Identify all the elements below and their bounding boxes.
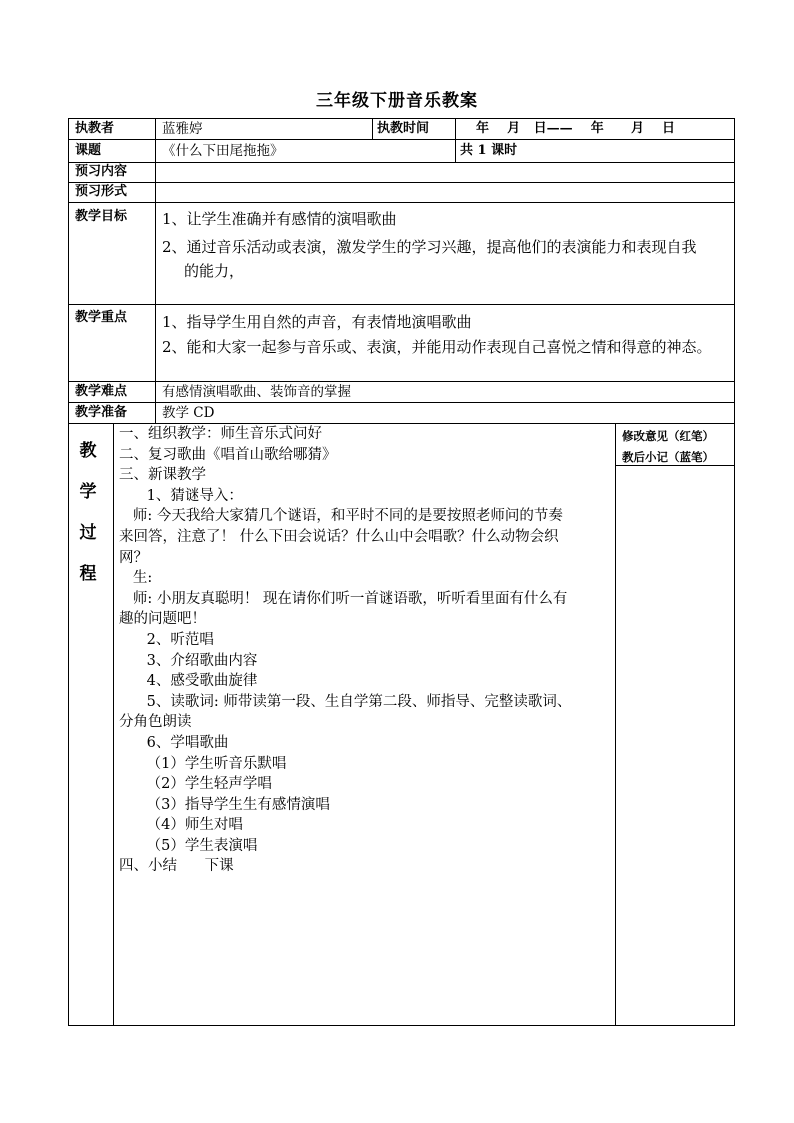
difficulty-label: 教学难点: [75, 384, 128, 399]
column-divider: [615, 423, 616, 1026]
key-point-label: 教学重点: [75, 310, 128, 325]
difficulty-value: 有感情演唱歌曲、装饰音的掌握: [162, 384, 351, 400]
row-divider: [68, 182, 735, 183]
column-divider: [372, 118, 373, 139]
process-line: 一、组织教学：师生音乐式问好: [119, 426, 322, 442]
process-line: 2、听范唱: [119, 631, 214, 648]
column-divider: [113, 423, 114, 1026]
teaching-goal-2: 2、通过音乐活动或表演，激发学生的学习兴趣，提高他们的表演能力和表现自我: [162, 238, 697, 256]
period-value: 共 1 课时: [460, 143, 518, 158]
process-line: 分角色朗读: [119, 714, 192, 731]
process-label-char: 过: [79, 523, 97, 543]
process-line: 师: 今天我给大家猜几个谜语，和平时不同的是要按照老师问的节奏: [119, 508, 563, 525]
teaching-goal-1: 1、让学生准确并有感情的演唱歌曲: [162, 210, 397, 228]
process-line: 二、复习歌曲《唱首山歌给哪猜》: [119, 446, 337, 463]
process-label-char: 学: [79, 482, 97, 502]
process-line: 三、新课教学: [119, 467, 206, 484]
column-divider: [455, 118, 456, 162]
process-line: 生:: [119, 570, 153, 587]
process-line: 1、猜谜导入：: [119, 487, 243, 504]
teaching-goal-label: 教学目标: [75, 209, 128, 224]
process-content: [119, 424, 613, 877]
row-divider: [68, 202, 735, 203]
key-point-1: 1、指导学生用自然的声音，有表情地演唱歌曲: [162, 313, 472, 331]
process-line: 来回答，注意了！ 什么下田会说话？什么山中会唱歌？什么动物会织: [119, 528, 559, 545]
process-line: 趣的问题吧！: [119, 611, 206, 628]
row-divider: [68, 304, 735, 305]
preparation-label: 教学准备: [75, 405, 128, 420]
process-line: （4）师生对唱: [119, 817, 243, 834]
process-line: （3）指导学生生有感情演唱: [119, 796, 330, 813]
preview-form-label: 预习形式: [75, 184, 128, 199]
row-divider: [68, 402, 735, 403]
post-lesson-notes-label: 教后小记（蓝笔）: [622, 450, 714, 464]
process-line: 3、介绍歌曲内容: [119, 652, 258, 669]
topic-value: 《什么下田尾拖拖》: [162, 143, 284, 159]
process-label-char: 程: [79, 564, 97, 584]
teaching-time-label: 执教时间: [377, 121, 430, 136]
process-line: 四、小结 下课: [119, 858, 234, 875]
column-divider: [155, 118, 156, 423]
topic-label: 课题: [75, 143, 102, 158]
process-label-char: 教: [79, 441, 97, 461]
revision-notes-label: 修改意见（红笔）: [622, 429, 714, 443]
preparation-value: 教学 CD: [162, 405, 215, 421]
preview-content-label: 预习内容: [75, 164, 128, 179]
process-line: 网？: [119, 549, 148, 566]
teacher-value: 蓝雅婷: [162, 121, 203, 137]
process-line: 师: 小朋友真聪明！ 现在请你们听一首谜语歌，听听看里面有什么有: [119, 590, 568, 607]
process-line: （1）学生听音乐默唱: [119, 755, 287, 772]
side-note-divider: [615, 465, 735, 466]
row-divider: [68, 139, 735, 140]
teacher-label: 执教者: [75, 121, 115, 136]
process-line: 4、感受歌曲旋律: [119, 673, 258, 690]
process-line: （5）学生表演唱: [119, 837, 258, 854]
process-line: 5、读歌词: 师带读第一段、生自学第二段、师指导、完整读歌词、: [119, 693, 572, 710]
process-line: （2）学生轻声学唱: [119, 776, 272, 793]
teaching-time-value: 年 月 日—— 年 月 日: [476, 121, 676, 136]
process-line: 6、学唱歌曲: [119, 734, 229, 751]
document-title: 三年级下册音乐教案: [316, 91, 478, 111]
key-point-2: 2、能和大家一起参与音乐或、表演，并能用动作表现自己喜悦之情和得意的神态。: [162, 338, 712, 356]
teaching-goal-2-cont: 的能力，: [184, 262, 245, 280]
row-divider: [68, 381, 735, 382]
row-divider: [68, 162, 735, 163]
